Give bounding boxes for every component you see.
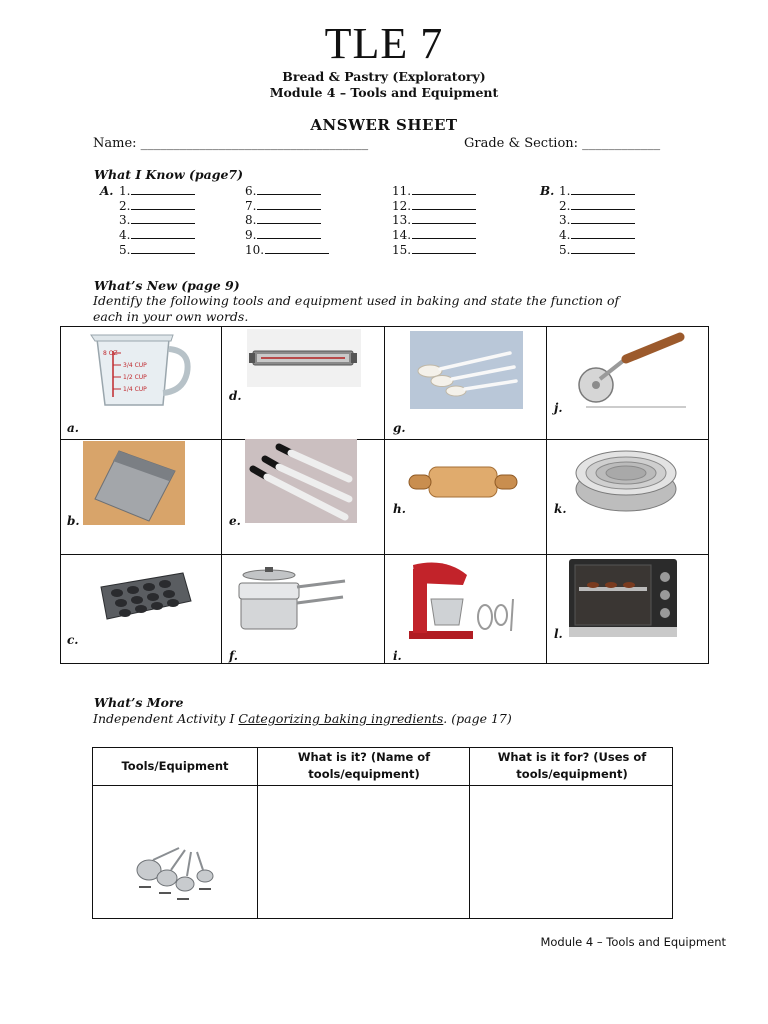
answer-blank[interactable] xyxy=(119,184,195,198)
answer-blank[interactable] xyxy=(559,243,635,257)
cell-label-h: h. xyxy=(393,502,406,516)
cell-label-d: d. xyxy=(229,389,242,403)
pizza-cutter-image xyxy=(576,329,686,411)
answer-line[interactable] xyxy=(131,213,195,224)
instruction-line-1: Identify the following tools and equipment used in baking and state the function of xyxy=(93,293,620,308)
answer-line[interactable] xyxy=(257,228,321,239)
answer-sheet-title: ANSWER SHEET xyxy=(310,116,458,134)
answer-line[interactable] xyxy=(571,228,635,239)
measuring-cup-image xyxy=(83,329,195,411)
cup-marking: 1/2 CUP xyxy=(123,374,147,381)
identify-tools-grid xyxy=(60,326,709,664)
answer-blank[interactable] xyxy=(245,213,321,227)
activity-suffix: . (page 17) xyxy=(443,711,512,726)
answer-line[interactable] xyxy=(571,184,635,195)
cell-label-c: c. xyxy=(67,633,79,647)
item-number: 1. xyxy=(119,184,131,198)
answer-blank[interactable] xyxy=(119,228,195,242)
cell-label-l: l. xyxy=(554,627,563,641)
item-number: 6. xyxy=(245,184,257,198)
item-number: 2. xyxy=(559,198,571,213)
activity-line xyxy=(93,711,512,726)
double-boiler-image xyxy=(233,565,347,633)
answer-blank[interactable] xyxy=(559,213,635,227)
cell-label-f: f. xyxy=(229,649,238,663)
answer-line[interactable] xyxy=(412,199,476,210)
grade-section-field[interactable]: Grade & Section: ____________ xyxy=(464,136,661,151)
answer-line[interactable] xyxy=(571,213,635,224)
cake-pans-image xyxy=(573,443,679,515)
answer-line[interactable] xyxy=(412,213,476,224)
item-number: 14. xyxy=(392,228,412,243)
grid-divider xyxy=(384,327,385,663)
instruction-line-2: each in your own words. xyxy=(93,309,249,324)
item-number: 13. xyxy=(392,213,412,228)
item-number: 8. xyxy=(245,213,257,228)
item-number: 7. xyxy=(245,198,257,213)
item-number: 5. xyxy=(559,242,571,257)
item-number: 10. xyxy=(245,242,265,257)
whats-more-heading: What’s More xyxy=(94,695,184,710)
answer-blank[interactable] xyxy=(392,199,476,213)
item-number: 3. xyxy=(559,213,571,228)
rolling-pin-image xyxy=(401,451,523,513)
answer-line[interactable] xyxy=(257,184,321,195)
grid-divider xyxy=(61,554,708,555)
answer-line[interactable] xyxy=(412,228,476,239)
tools-table xyxy=(92,747,673,919)
item-number: 4. xyxy=(119,228,131,243)
answer-line[interactable] xyxy=(571,199,635,210)
cup-marking: 1/4 CUP xyxy=(123,386,147,393)
footer-module-label: Module 4 – Tools and Equipment xyxy=(540,935,726,949)
item-number: 2. xyxy=(119,198,131,213)
cup-marking: 8 OZ xyxy=(103,350,118,357)
activity-title-link[interactable]: Categorizing baking ingredients xyxy=(238,711,444,726)
item-number: 1. xyxy=(559,184,571,198)
answer-blank[interactable] xyxy=(559,228,635,242)
table-divider xyxy=(93,785,672,786)
answer-blank[interactable] xyxy=(392,213,476,227)
answer-line[interactable] xyxy=(257,213,321,224)
answer-line[interactable] xyxy=(412,184,476,195)
cell-label-e: e. xyxy=(229,514,241,528)
answer-blank[interactable] xyxy=(559,184,635,198)
measuring-cups-image xyxy=(133,846,223,912)
answer-blank[interactable] xyxy=(245,199,321,213)
item-number: 4. xyxy=(559,228,571,243)
document-title: TLE 7 xyxy=(324,19,444,68)
answer-line[interactable] xyxy=(265,243,329,254)
answer-blank[interactable] xyxy=(392,243,476,257)
answer-blank[interactable] xyxy=(245,184,321,198)
cell-label-g: g. xyxy=(393,421,406,435)
answer-blank[interactable] xyxy=(392,228,476,242)
answer-line[interactable] xyxy=(412,243,476,254)
activity-prefix: Independent Activity I xyxy=(93,711,239,726)
cell-label-b: b. xyxy=(67,514,80,528)
cell-label-k: k. xyxy=(554,502,567,516)
part-b-label: B. xyxy=(540,184,555,198)
thermometer-image xyxy=(247,329,361,387)
grid-divider xyxy=(221,327,222,663)
answer-blank[interactable] xyxy=(392,184,476,198)
answer-line[interactable] xyxy=(131,243,195,254)
table-header-what-is-it: What is it? (Name of tools/equipment) xyxy=(297,750,431,781)
answer-line[interactable] xyxy=(131,228,195,239)
grid-divider xyxy=(546,327,547,663)
rubber-scrapers-image xyxy=(410,331,523,409)
answer-line[interactable] xyxy=(131,199,195,210)
cell-label-j: j. xyxy=(554,401,563,415)
grid-divider xyxy=(61,439,708,440)
cell-label-a: a. xyxy=(67,421,79,435)
answer-blank[interactable] xyxy=(559,199,635,213)
muffin-pan-image xyxy=(87,567,193,625)
table-header-tools: Tools/Equipment xyxy=(121,759,229,773)
module-title: Module 4 – Tools and Equipment xyxy=(269,85,499,100)
cell-label-i: i. xyxy=(393,649,402,663)
table-divider xyxy=(469,748,470,918)
part-a-label: A. xyxy=(100,184,114,198)
item-number: 12. xyxy=(392,198,412,213)
whats-new-heading: What’s New (page 9) xyxy=(94,278,240,293)
answer-blank[interactable] xyxy=(245,243,329,257)
answer-blank[interactable] xyxy=(119,213,195,227)
spatulas-image xyxy=(245,439,357,523)
item-number: 9. xyxy=(245,228,257,243)
item-number: 3. xyxy=(119,213,131,228)
answer-blank[interactable] xyxy=(245,228,321,242)
item-number: 11. xyxy=(392,184,412,198)
table-header-what-is-it-for: What is it for? (Uses of tools/equipment) xyxy=(497,750,647,781)
name-field[interactable]: Name: ___________________________________ xyxy=(93,136,369,151)
item-number: 5. xyxy=(119,242,131,257)
toaster-oven-image xyxy=(567,557,679,639)
answer-line[interactable] xyxy=(131,184,195,195)
answer-blank[interactable] xyxy=(119,243,195,257)
answer-line[interactable] xyxy=(257,199,321,210)
what-i-know-heading: What I Know (page7) xyxy=(94,167,244,182)
answer-line[interactable] xyxy=(571,243,635,254)
item-number: 15. xyxy=(392,242,412,257)
answer-blank[interactable] xyxy=(119,199,195,213)
cup-marking: 3/4 CUP xyxy=(123,362,147,369)
bench-scraper-image xyxy=(83,441,185,525)
stand-mixer-image xyxy=(405,559,521,643)
document-subtitle: Bread & Pastry (Exploratory) xyxy=(282,69,486,84)
table-divider xyxy=(257,748,258,918)
